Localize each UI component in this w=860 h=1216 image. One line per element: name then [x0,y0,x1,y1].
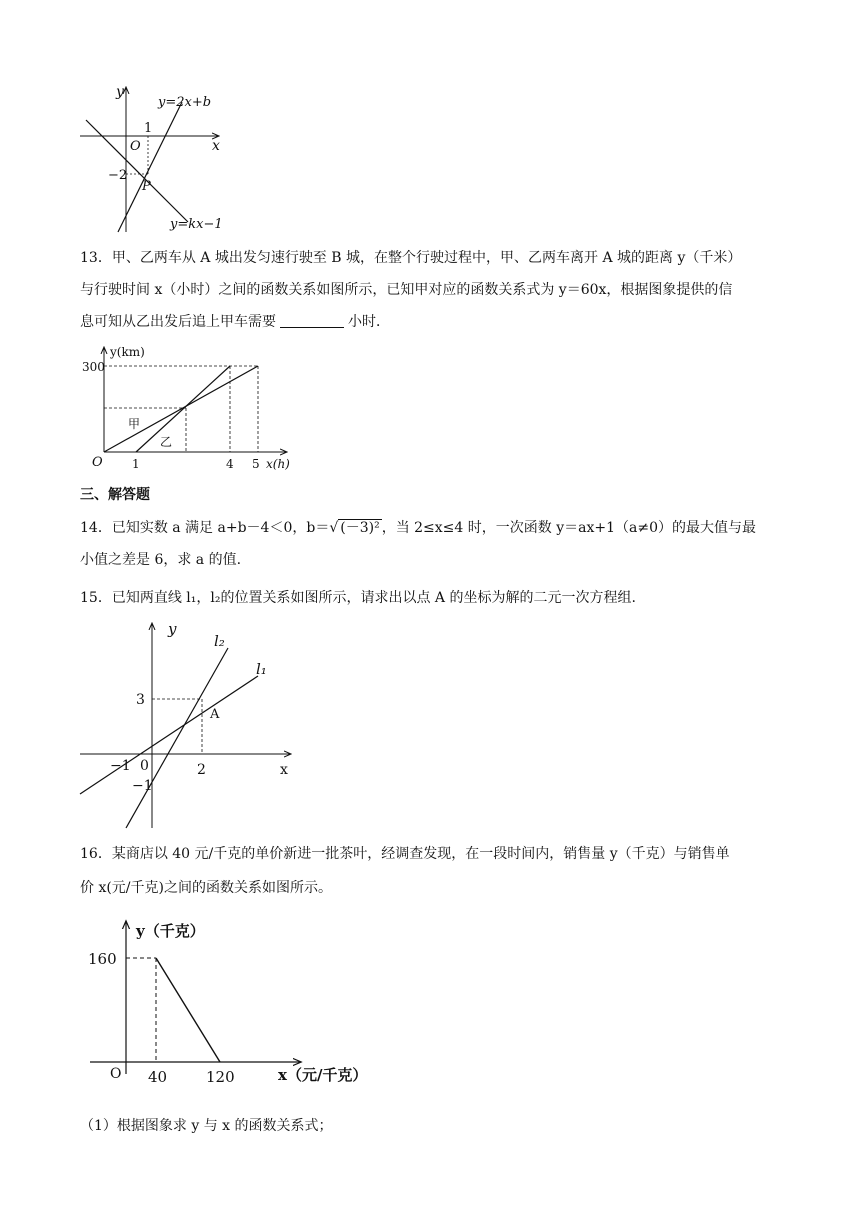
q14-line2: 小值之差是 6，求 a 的值. [80,552,242,568]
point-p: P [142,179,151,194]
x-tick-4: 4 [226,457,234,471]
q16-sub1: （1）根据图象求 y 与 x 的函数关系式； [80,1118,333,1134]
q16-line1: 16．某商店以 40 元/千克的单价新进一批茶叶，经调查发现，在一段时间内，销售量 y（千克）与销售单 [80,846,730,862]
point-a: A [210,707,220,722]
tick-neg1y: −1 [132,778,153,794]
line2-label: y=kx−1 [170,217,223,232]
x-axis-label: x [212,138,220,154]
line-jia [104,366,258,452]
x-axis-label: x(h) [266,457,290,471]
x-tick-120: 120 [206,1068,235,1086]
tick-3: 3 [136,692,145,708]
figure-q12 [78,82,248,242]
y-tick-160: 160 [88,950,117,968]
tick-1: 1 [144,121,153,136]
l2-label: l₂ [214,632,225,650]
origin-label: O [92,455,103,470]
y-axis-label: y [116,84,124,100]
x-tick-5: 5 [252,457,260,471]
y-axis-label: y（千克） [136,922,205,940]
figure-q15 [78,618,308,834]
line-yi [136,366,230,452]
label-jia: 甲 [128,417,141,431]
tick-2: 2 [197,762,206,778]
x-axis-label: x [280,762,288,778]
y-axis-label: y(km) [110,345,145,359]
q14-line1: 14．已知实数 a 满足 a+b－4＜0，b＝√ (－3)² ，当 2≤x≤4 时，一次函数 y＝ax+1（a≠0）的最大值与最 [80,514,780,542]
tick-neg2: −2 [108,168,128,183]
x-tick-40: 40 [148,1068,168,1086]
origin-label: 0 [140,758,149,774]
tick-neg1x: −1 [110,758,131,774]
answer-blank[interactable] [280,313,344,328]
l1-label: l₁ [256,660,267,678]
sqrt-expression: √ (－3)² [329,520,380,536]
section-heading: 三、解答题 [80,487,150,503]
origin-label: O [110,1066,122,1082]
q15-line1: 15．已知两直线 l₁，l₂的位置关系如图所示，请求出以点 A 的坐标为解的二元一次方程组. [80,590,636,606]
line1-label: y=2x+b [158,95,212,110]
label-yi: 乙 [160,435,173,449]
y-axis-label: y [168,620,177,638]
line-l1 [80,676,258,794]
x-axis-label: x（元/千克） [278,1066,368,1084]
figure-q16 [88,914,388,1092]
q16-line2: 价 x(元/千克)之间的函数关系如图所示。 [80,880,332,896]
line-y-vs-x [156,958,220,1062]
q13-line3: 息可知从乙出发后追上甲车需要 小时． [80,314,390,330]
q13-line2: 与行驶时间 x（小时）之间的函数关系如图所示，已知甲对应的函数关系式为 y＝60x，根据图象提供的信 [80,282,733,298]
line-l2 [126,648,228,828]
origin-label: O [130,139,141,154]
line-y-kx-minus-1 [86,120,188,222]
figure-q13 [82,342,308,474]
x-tick-1: 1 [132,457,140,471]
y-tick-300: 300 [82,360,105,374]
q13-line1: 13．甲、乙两车从 A 城出发匀速行驶至 B 城，在整个行驶过程中，甲、乙两车离开 A 城的距离 y（千米） [80,250,742,266]
